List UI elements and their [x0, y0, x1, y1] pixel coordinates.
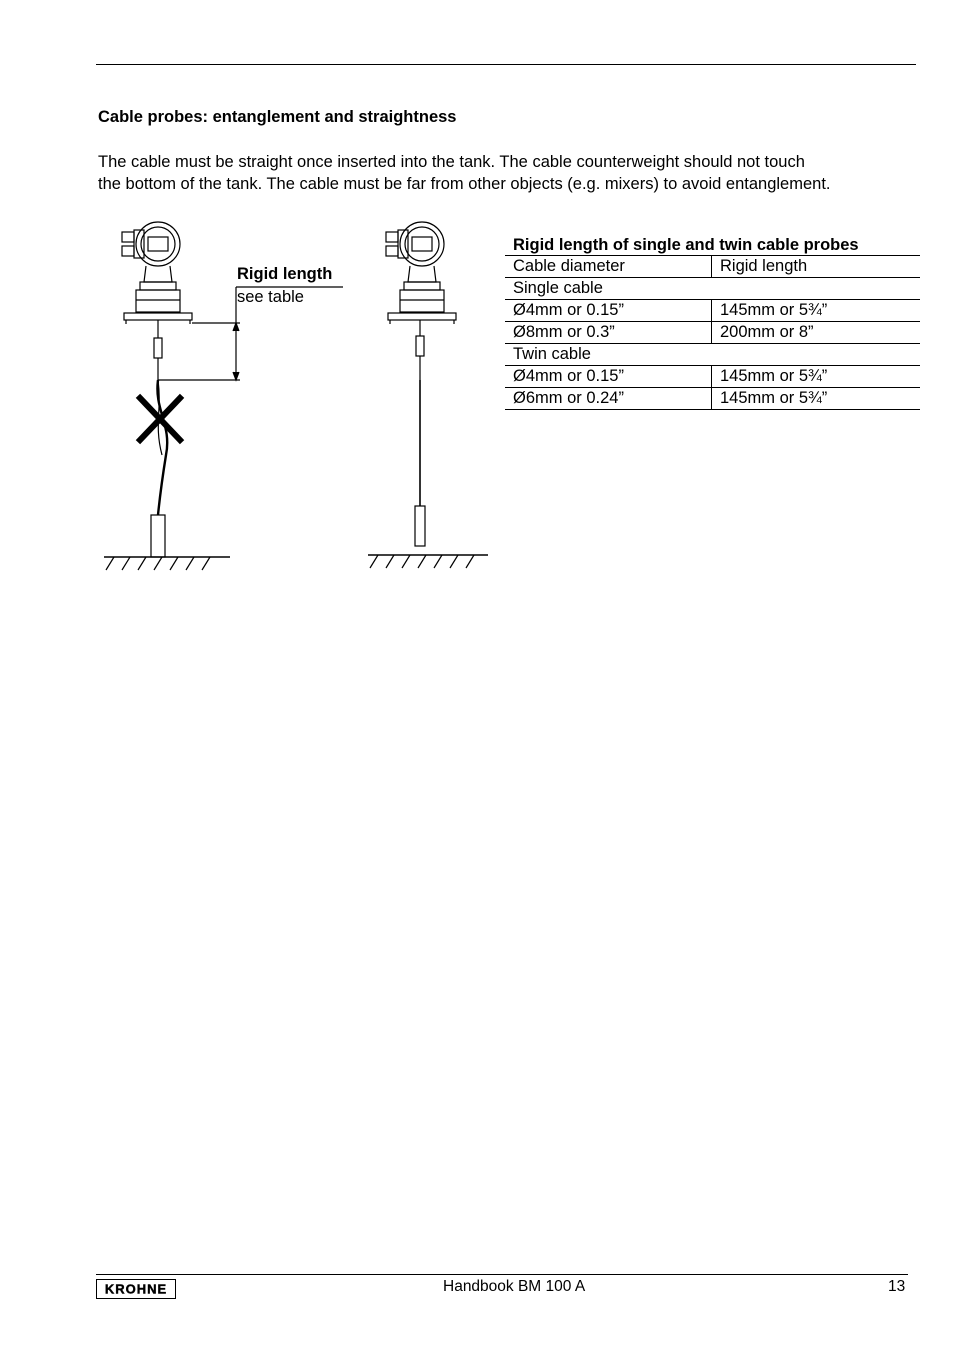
table-title: Rigid length of single and twin cable probes: [505, 234, 920, 256]
transmitter-housing-right: [386, 222, 456, 380]
table-cell: 145mm or 5¾”: [712, 300, 921, 322]
table-cell: Ø8mm or 0.3”: [505, 322, 712, 344]
tank-bottom-right: [368, 555, 488, 568]
page-number: 13: [888, 1278, 906, 1295]
table-cell: 145mm or 5¾”: [712, 366, 921, 388]
section-heading: Cable probes: entanglement and straightness: [98, 108, 457, 126]
counterweight-left: [151, 515, 165, 557]
table-row: [505, 366, 920, 388]
counterweight-right: [415, 506, 425, 546]
rigid-length-table: [505, 234, 920, 410]
logo-text: KROHNE: [104, 1281, 168, 1297]
table-row: [505, 300, 920, 322]
table-group-row: [505, 344, 920, 366]
rigid-length-label: Rigid length: [237, 265, 333, 283]
table-row: [505, 388, 920, 410]
body-paragraph: [98, 151, 928, 195]
table-group-row: [505, 278, 920, 300]
tank-bottom-left: [104, 557, 230, 570]
table-title-row: [505, 234, 920, 256]
group-label: Single cable: [505, 278, 920, 300]
table-cell: 145mm or 5¾”: [712, 388, 921, 410]
header-rule: [96, 64, 916, 65]
table-cell: 200mm or 8”: [712, 322, 921, 344]
footer-title: Handbook BM 100 A: [443, 1278, 586, 1295]
column-header: Cable diameter: [505, 256, 712, 278]
rigid-length-sublabel: see table: [237, 288, 304, 306]
table-cell: Ø4mm or 0.15”: [505, 300, 712, 322]
group-label: Twin cable: [505, 344, 920, 366]
krohne-logo: [96, 1279, 176, 1299]
table-row: [505, 322, 920, 344]
table-cell: Ø4mm or 0.15”: [505, 366, 712, 388]
transmitter-housing-left: [122, 222, 192, 380]
table-header-row: [505, 256, 920, 278]
paragraph-line: The cable must be straight once inserted into the tank. The cable counterweight should not touch: [98, 153, 805, 171]
table-cell: Ø6mm or 0.24”: [505, 388, 712, 410]
paragraph-line: the bottom of the tank. The cable must be far from other objects (e.g. mixers) to avoid entanglement.: [98, 175, 831, 193]
footer-rule: [96, 1274, 908, 1275]
column-header: Rigid length: [712, 256, 921, 278]
probe-figure: [96, 210, 496, 580]
